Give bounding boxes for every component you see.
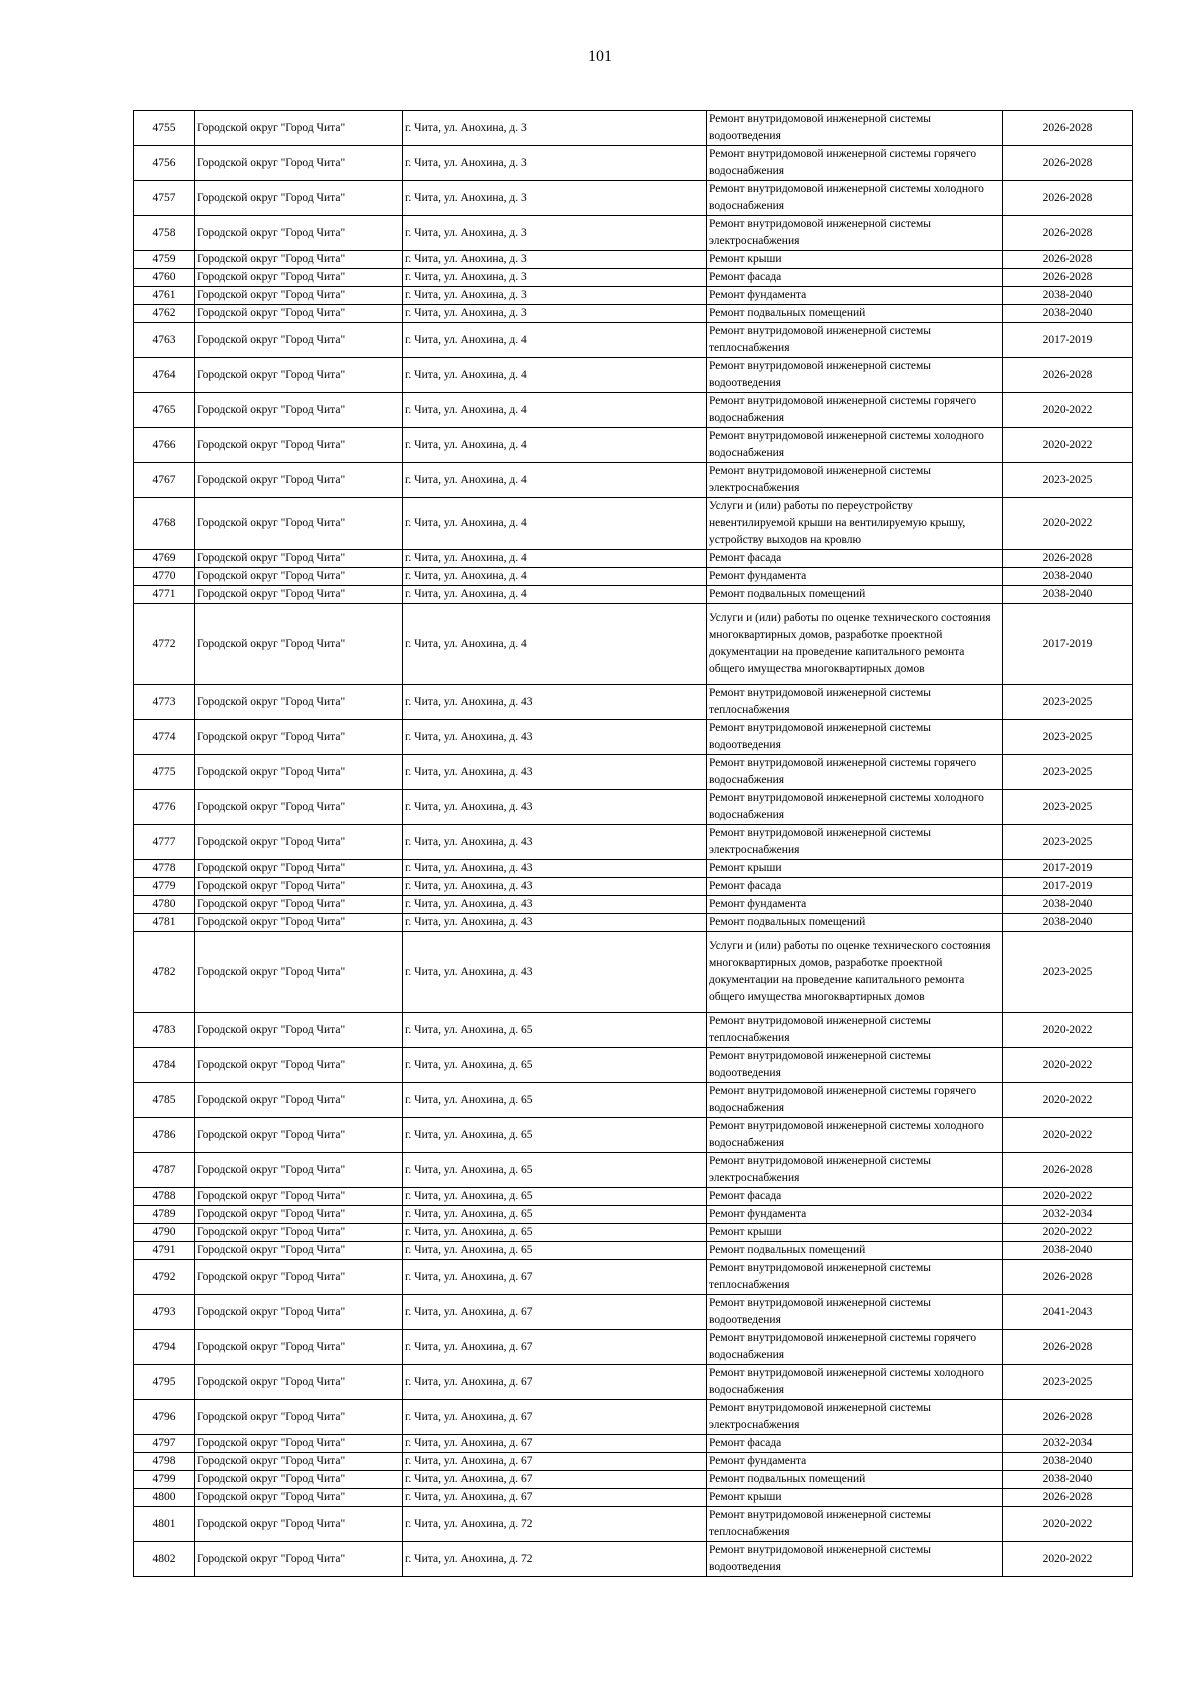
row-number: 4785 <box>134 1083 195 1118</box>
house-address: г. Чита, ул. Анохина, д. 3 <box>403 305 707 323</box>
table-row <box>134 358 1133 393</box>
row-number: 4796 <box>134 1400 195 1435</box>
work-type: Ремонт подвальных помещений <box>707 586 1003 604</box>
table-row <box>134 1330 1133 1365</box>
table-row <box>134 463 1133 498</box>
table-row <box>134 428 1133 463</box>
planned-period: 2023-2025 <box>1003 932 1133 1013</box>
house-address: г. Чита, ул. Анохина, д. 65 <box>403 1188 707 1206</box>
row-number: 4795 <box>134 1365 195 1400</box>
row-number: 4759 <box>134 251 195 269</box>
planned-period: 2020-2022 <box>1003 393 1133 428</box>
planned-period: 2017-2019 <box>1003 604 1133 685</box>
house-address: г. Чита, ул. Анохина, д. 43 <box>403 720 707 755</box>
house-address: г. Чита, ул. Анохина, д. 3 <box>403 111 707 146</box>
work-type: Ремонт крыши <box>707 860 1003 878</box>
municipal-district: Городской округ "Город Чита" <box>195 1507 403 1542</box>
planned-period: 2017-2019 <box>1003 323 1133 358</box>
municipal-district: Городской округ "Город Чита" <box>195 428 403 463</box>
work-type: Ремонт подвальных помещений <box>707 305 1003 323</box>
row-number: 4762 <box>134 305 195 323</box>
house-address: г. Чита, ул. Анохина, д. 3 <box>403 146 707 181</box>
house-address: г. Чита, ул. Анохина, д. 67 <box>403 1295 707 1330</box>
row-number: 4798 <box>134 1453 195 1471</box>
house-address: г. Чита, ул. Анохина, д. 67 <box>403 1330 707 1365</box>
planned-period: 2020-2022 <box>1003 1507 1133 1542</box>
work-type: Ремонт подвальных помещений <box>707 914 1003 932</box>
house-address: г. Чита, ул. Анохина, д. 65 <box>403 1083 707 1118</box>
house-address: г. Чита, ул. Анохина, д. 65 <box>403 1153 707 1188</box>
row-number: 4771 <box>134 586 195 604</box>
house-address: г. Чита, ул. Анохина, д. 3 <box>403 181 707 216</box>
municipal-district: Городской округ "Город Чита" <box>195 1013 403 1048</box>
planned-period: 2026-2028 <box>1003 1330 1133 1365</box>
table-row <box>134 1224 1133 1242</box>
table-row <box>134 1048 1133 1083</box>
municipal-district: Городской округ "Город Чита" <box>195 269 403 287</box>
municipal-district: Городской округ "Город Чита" <box>195 1330 403 1365</box>
planned-period: 2032-2034 <box>1003 1435 1133 1453</box>
house-address: г. Чита, ул. Анохина, д. 67 <box>403 1453 707 1471</box>
municipal-district: Городской округ "Город Чита" <box>195 305 403 323</box>
municipal-district: Городской округ "Город Чита" <box>195 1295 403 1330</box>
table-row <box>134 604 1133 685</box>
row-number: 4802 <box>134 1542 195 1577</box>
planned-period: 2023-2025 <box>1003 825 1133 860</box>
planned-period: 2020-2022 <box>1003 1542 1133 1577</box>
work-type: Ремонт фасада <box>707 1435 1003 1453</box>
municipal-district: Городской округ "Город Чита" <box>195 604 403 685</box>
row-number: 4797 <box>134 1435 195 1453</box>
table-row <box>134 1188 1133 1206</box>
planned-period: 2026-2028 <box>1003 1400 1133 1435</box>
planned-period: 2020-2022 <box>1003 428 1133 463</box>
table-row <box>134 685 1133 720</box>
planned-period: 2026-2028 <box>1003 216 1133 251</box>
work-type: Ремонт фасада <box>707 550 1003 568</box>
work-type: Ремонт внутридомовой инженерной системы водоотведения <box>707 720 1003 755</box>
table-row <box>134 287 1133 305</box>
planned-period: 2026-2028 <box>1003 181 1133 216</box>
table-row <box>134 896 1133 914</box>
house-address: г. Чита, ул. Анохина, д. 3 <box>403 216 707 251</box>
row-number: 4761 <box>134 287 195 305</box>
work-type: Ремонт внутридомовой инженерной системы горячего водоснабжения <box>707 393 1003 428</box>
work-type: Ремонт внутридомовой инженерной системы водоотведения <box>707 111 1003 146</box>
row-number: 4787 <box>134 1153 195 1188</box>
table-row <box>134 269 1133 287</box>
work-type: Ремонт внутридомовой инженерной системы горячего водоснабжения <box>707 1083 1003 1118</box>
work-type: Ремонт внутридомовой инженерной системы холодного водоснабжения <box>707 790 1003 825</box>
work-type: Ремонт фасада <box>707 878 1003 896</box>
planned-period: 2038-2040 <box>1003 1471 1133 1489</box>
work-type: Ремонт фундамента <box>707 287 1003 305</box>
municipal-district: Городской округ "Город Чита" <box>195 1242 403 1260</box>
table-row <box>134 1365 1133 1400</box>
house-address: г. Чита, ул. Анохина, д. 67 <box>403 1435 707 1453</box>
planned-period: 2026-2028 <box>1003 358 1133 393</box>
municipal-district: Городской округ "Город Чита" <box>195 550 403 568</box>
work-type: Ремонт внутридомовой инженерной системы электроснабжения <box>707 216 1003 251</box>
table-row <box>134 720 1133 755</box>
municipal-district: Городской округ "Город Чита" <box>195 914 403 932</box>
work-type: Ремонт внутридомовой инженерной системы водоотведения <box>707 358 1003 393</box>
house-address: г. Чита, ул. Анохина, д. 43 <box>403 878 707 896</box>
house-address: г. Чита, ул. Анохина, д. 67 <box>403 1400 707 1435</box>
planned-period: 2026-2028 <box>1003 111 1133 146</box>
work-type: Ремонт фундамента <box>707 896 1003 914</box>
municipal-district: Городской округ "Город Чита" <box>195 393 403 428</box>
work-type: Ремонт внутридомовой инженерной системы электроснабжения <box>707 1400 1003 1435</box>
row-number: 4786 <box>134 1118 195 1153</box>
work-type: Ремонт фундамента <box>707 1453 1003 1471</box>
table-row <box>134 146 1133 181</box>
municipal-district: Городской округ "Город Чита" <box>195 498 403 550</box>
table-row <box>134 1542 1133 1577</box>
table-row <box>134 393 1133 428</box>
municipal-district: Городской округ "Город Чита" <box>195 878 403 896</box>
row-number: 4769 <box>134 550 195 568</box>
municipal-district: Городской округ "Город Чита" <box>195 685 403 720</box>
house-address: г. Чита, ул. Анохина, д. 67 <box>403 1471 707 1489</box>
work-type: Ремонт крыши <box>707 1489 1003 1507</box>
house-address: г. Чита, ул. Анохина, д. 4 <box>403 550 707 568</box>
planned-period: 2038-2040 <box>1003 305 1133 323</box>
repair-schedule-table <box>133 110 1133 1577</box>
municipal-district: Городской округ "Город Чита" <box>195 181 403 216</box>
row-number: 4770 <box>134 568 195 586</box>
row-number: 4778 <box>134 860 195 878</box>
row-number: 4780 <box>134 896 195 914</box>
planned-period: 2020-2022 <box>1003 1048 1133 1083</box>
planned-period: 2038-2040 <box>1003 586 1133 604</box>
planned-period: 2038-2040 <box>1003 1242 1133 1260</box>
work-type: Ремонт внутридомовой инженерной системы водоотведения <box>707 1295 1003 1330</box>
work-type: Ремонт внутридомовой инженерной системы электроснабжения <box>707 825 1003 860</box>
row-number: 4790 <box>134 1224 195 1242</box>
work-type: Ремонт внутридомовой инженерной системы горячего водоснабжения <box>707 755 1003 790</box>
house-address: г. Чита, ул. Анохина, д. 65 <box>403 1206 707 1224</box>
planned-period: 2023-2025 <box>1003 1365 1133 1400</box>
planned-period: 2038-2040 <box>1003 1453 1133 1471</box>
table-row <box>134 1260 1133 1295</box>
row-number: 4792 <box>134 1260 195 1295</box>
house-address: г. Чита, ул. Анохина, д. 4 <box>403 323 707 358</box>
work-type: Услуги и (или) работы по оценке технического состояния многоквартирных домов, разработке проектной документации на проведение капитального ремонта общего имущества многоквартирных домов <box>707 604 1003 685</box>
municipal-district: Городской округ "Город Чита" <box>195 790 403 825</box>
house-address: г. Чита, ул. Анохина, д. 4 <box>403 586 707 604</box>
row-number: 4766 <box>134 428 195 463</box>
house-address: г. Чита, ул. Анохина, д. 65 <box>403 1242 707 1260</box>
table-row <box>134 1453 1133 1471</box>
municipal-district: Городской округ "Город Чита" <box>195 825 403 860</box>
row-number: 4765 <box>134 393 195 428</box>
municipal-district: Городской округ "Город Чита" <box>195 1542 403 1577</box>
row-number: 4768 <box>134 498 195 550</box>
table-row <box>134 181 1133 216</box>
work-type: Ремонт подвальных помещений <box>707 1471 1003 1489</box>
work-type: Ремонт внутридомовой инженерной системы горячего водоснабжения <box>707 1330 1003 1365</box>
work-type: Ремонт фундамента <box>707 568 1003 586</box>
table-row <box>134 1295 1133 1330</box>
table-row <box>134 878 1133 896</box>
table-row <box>134 1118 1133 1153</box>
house-address: г. Чита, ул. Анохина, д. 72 <box>403 1542 707 1577</box>
work-type: Ремонт фундамента <box>707 1206 1003 1224</box>
table-row <box>134 825 1133 860</box>
planned-period: 2023-2025 <box>1003 463 1133 498</box>
row-number: 4801 <box>134 1507 195 1542</box>
work-type: Ремонт подвальных помещений <box>707 1242 1003 1260</box>
municipal-district: Городской округ "Город Чита" <box>195 568 403 586</box>
work-type: Ремонт фасада <box>707 269 1003 287</box>
municipal-district: Городской округ "Город Чита" <box>195 720 403 755</box>
municipal-district: Городской округ "Город Чита" <box>195 896 403 914</box>
house-address: г. Чита, ул. Анохина, д. 65 <box>403 1118 707 1153</box>
planned-period: 2020-2022 <box>1003 1013 1133 1048</box>
planned-period: 2020-2022 <box>1003 1118 1133 1153</box>
table-row <box>134 1489 1133 1507</box>
municipal-district: Городской округ "Город Чита" <box>195 216 403 251</box>
house-address: г. Чита, ул. Анохина, д. 67 <box>403 1365 707 1400</box>
municipal-district: Городской округ "Город Чита" <box>195 111 403 146</box>
table-row <box>134 1471 1133 1489</box>
house-address: г. Чита, ул. Анохина, д. 72 <box>403 1507 707 1542</box>
table-row <box>134 1013 1133 1048</box>
planned-period: 2023-2025 <box>1003 685 1133 720</box>
municipal-district: Городской округ "Город Чита" <box>195 287 403 305</box>
planned-period: 2026-2028 <box>1003 269 1133 287</box>
municipal-district: Городской округ "Город Чита" <box>195 1083 403 1118</box>
row-number: 4781 <box>134 914 195 932</box>
house-address: г. Чита, ул. Анохина, д. 43 <box>403 860 707 878</box>
planned-period: 2041-2043 <box>1003 1295 1133 1330</box>
municipal-district: Городской округ "Город Чита" <box>195 1365 403 1400</box>
planned-period: 2026-2028 <box>1003 1260 1133 1295</box>
planned-period: 2026-2028 <box>1003 550 1133 568</box>
house-address: г. Чита, ул. Анохина, д. 4 <box>403 463 707 498</box>
planned-period: 2020-2022 <box>1003 1188 1133 1206</box>
row-number: 4793 <box>134 1295 195 1330</box>
planned-period: 2017-2019 <box>1003 860 1133 878</box>
house-address: г. Чита, ул. Анохина, д. 43 <box>403 914 707 932</box>
work-type: Ремонт внутридомовой инженерной системы электроснабжения <box>707 463 1003 498</box>
municipal-district: Городской округ "Город Чита" <box>195 1048 403 1083</box>
row-number: 4775 <box>134 755 195 790</box>
house-address: г. Чита, ул. Анохина, д. 43 <box>403 685 707 720</box>
row-number: 4755 <box>134 111 195 146</box>
table-row <box>134 1206 1133 1224</box>
table-row <box>134 860 1133 878</box>
table-row <box>134 1153 1133 1188</box>
house-address: г. Чита, ул. Анохина, д. 67 <box>403 1260 707 1295</box>
work-type: Ремонт внутридомовой инженерной системы холодного водоснабжения <box>707 1365 1003 1400</box>
house-address: г. Чита, ул. Анохина, д. 4 <box>403 393 707 428</box>
row-number: 4757 <box>134 181 195 216</box>
house-address: г. Чита, ул. Анохина, д. 3 <box>403 251 707 269</box>
house-address: г. Чита, ул. Анохина, д. 43 <box>403 932 707 1013</box>
house-address: г. Чита, ул. Анохина, д. 4 <box>403 358 707 393</box>
work-type: Ремонт внутридомовой инженерной системы водоотведения <box>707 1542 1003 1577</box>
row-number: 4794 <box>134 1330 195 1365</box>
table-row <box>134 111 1133 146</box>
planned-period: 2023-2025 <box>1003 720 1133 755</box>
page-number: 101 <box>588 48 612 65</box>
municipal-district: Городской округ "Город Чита" <box>195 1400 403 1435</box>
house-address: г. Чита, ул. Анохина, д. 3 <box>403 269 707 287</box>
row-number: 4773 <box>134 685 195 720</box>
work-type: Ремонт крыши <box>707 1224 1003 1242</box>
work-type: Ремонт внутридомовой инженерной системы теплоснабжения <box>707 1507 1003 1542</box>
row-number: 4799 <box>134 1471 195 1489</box>
row-number: 4779 <box>134 878 195 896</box>
municipal-district: Городской округ "Город Чита" <box>195 860 403 878</box>
row-number: 4760 <box>134 269 195 287</box>
row-number: 4791 <box>134 1242 195 1260</box>
municipal-district: Городской округ "Город Чита" <box>195 1453 403 1471</box>
work-type: Ремонт внутридомовой инженерной системы электроснабжения <box>707 1153 1003 1188</box>
municipal-district: Городской округ "Город Чита" <box>195 146 403 181</box>
work-type: Ремонт внутридомовой инженерной системы горячего водоснабжения <box>707 146 1003 181</box>
municipal-district: Городской округ "Город Чита" <box>195 1188 403 1206</box>
table-row <box>134 1242 1133 1260</box>
row-number: 4777 <box>134 825 195 860</box>
row-number: 4763 <box>134 323 195 358</box>
house-address: г. Чита, ул. Анохина, д. 4 <box>403 604 707 685</box>
row-number: 4772 <box>134 604 195 685</box>
planned-period: 2026-2028 <box>1003 1153 1133 1188</box>
planned-period: 2017-2019 <box>1003 878 1133 896</box>
planned-period: 2038-2040 <box>1003 568 1133 586</box>
planned-period: 2026-2028 <box>1003 251 1133 269</box>
planned-period: 2038-2040 <box>1003 914 1133 932</box>
row-number: 4774 <box>134 720 195 755</box>
work-type: Ремонт фасада <box>707 1188 1003 1206</box>
row-number: 4789 <box>134 1206 195 1224</box>
house-address: г. Чита, ул. Анохина, д. 65 <box>403 1048 707 1083</box>
table-row <box>134 323 1133 358</box>
planned-period: 2023-2025 <box>1003 790 1133 825</box>
municipal-district: Городской округ "Город Чита" <box>195 586 403 604</box>
work-type: Услуги и (или) работы по оценке технического состояния многоквартирных домов, разработке проектной документации на проведение капитального ремонта общего имущества многоквартирных домов <box>707 932 1003 1013</box>
planned-period: 2026-2028 <box>1003 1489 1133 1507</box>
municipal-district: Городской округ "Город Чита" <box>195 1206 403 1224</box>
table-row <box>134 1507 1133 1542</box>
planned-period: 2026-2028 <box>1003 146 1133 181</box>
work-type: Ремонт внутридомовой инженерной системы теплоснабжения <box>707 323 1003 358</box>
work-type: Ремонт внутридомовой инженерной системы теплоснабжения <box>707 1260 1003 1295</box>
row-number: 4776 <box>134 790 195 825</box>
work-type: Ремонт внутридомовой инженерной системы водоотведения <box>707 1048 1003 1083</box>
municipal-district: Городской округ "Город Чита" <box>195 932 403 1013</box>
municipal-district: Городской округ "Город Чита" <box>195 1153 403 1188</box>
municipal-district: Городской округ "Город Чита" <box>195 1260 403 1295</box>
table-row <box>134 568 1133 586</box>
house-address: г. Чита, ул. Анохина, д. 43 <box>403 755 707 790</box>
table-row <box>134 932 1133 1013</box>
row-number: 4756 <box>134 146 195 181</box>
house-address: г. Чита, ул. Анохина, д. 67 <box>403 1489 707 1507</box>
work-type: Ремонт крыши <box>707 251 1003 269</box>
row-number: 4767 <box>134 463 195 498</box>
table-row <box>134 1400 1133 1435</box>
table-row <box>134 914 1133 932</box>
work-type: Ремонт внутридомовой инженерной системы холодного водоснабжения <box>707 181 1003 216</box>
house-address: г. Чита, ул. Анохина, д. 43 <box>403 790 707 825</box>
house-address: г. Чита, ул. Анохина, д. 43 <box>403 896 707 914</box>
municipal-district: Городской округ "Город Чита" <box>195 323 403 358</box>
municipal-district: Городской округ "Город Чита" <box>195 251 403 269</box>
planned-period: 2023-2025 <box>1003 755 1133 790</box>
house-address: г. Чита, ул. Анохина, д. 43 <box>403 825 707 860</box>
table-body <box>134 111 1133 1577</box>
work-type: Ремонт внутридомовой инженерной системы холодного водоснабжения <box>707 1118 1003 1153</box>
work-type: Ремонт внутридомовой инженерной системы теплоснабжения <box>707 1013 1003 1048</box>
table-row <box>134 1083 1133 1118</box>
work-type: Ремонт внутридомовой инженерной системы теплоснабжения <box>707 685 1003 720</box>
table-row <box>134 498 1133 550</box>
work-type: Ремонт внутридомовой инженерной системы холодного водоснабжения <box>707 428 1003 463</box>
row-number: 4782 <box>134 932 195 1013</box>
house-address: г. Чита, ул. Анохина, д. 4 <box>403 498 707 550</box>
table-row <box>134 216 1133 251</box>
planned-period: 2032-2034 <box>1003 1206 1133 1224</box>
work-type: Услуги и (или) работы по переустройству невентилируемой крыши на вентилируемую крышу, устройству выходов на кровлю <box>707 498 1003 550</box>
row-number: 4764 <box>134 358 195 393</box>
planned-period: 2020-2022 <box>1003 1224 1133 1242</box>
table-row <box>134 550 1133 568</box>
table-row <box>134 1435 1133 1453</box>
planned-period: 2020-2022 <box>1003 1083 1133 1118</box>
table-row <box>134 305 1133 323</box>
row-number: 4758 <box>134 216 195 251</box>
row-number: 4783 <box>134 1013 195 1048</box>
municipal-district: Городской округ "Город Чита" <box>195 1224 403 1242</box>
row-number: 4800 <box>134 1489 195 1507</box>
municipal-district: Городской округ "Город Чита" <box>195 463 403 498</box>
house-address: г. Чита, ул. Анохина, д. 4 <box>403 568 707 586</box>
table-row <box>134 251 1133 269</box>
table-row <box>134 790 1133 825</box>
municipal-district: Городской округ "Город Чита" <box>195 358 403 393</box>
house-address: г. Чита, ул. Анохина, д. 3 <box>403 287 707 305</box>
row-number: 4788 <box>134 1188 195 1206</box>
municipal-district: Городской округ "Город Чита" <box>195 1435 403 1453</box>
table-row <box>134 755 1133 790</box>
table-row <box>134 586 1133 604</box>
house-address: г. Чита, ул. Анохина, д. 65 <box>403 1013 707 1048</box>
row-number: 4784 <box>134 1048 195 1083</box>
house-address: г. Чита, ул. Анохина, д. 65 <box>403 1224 707 1242</box>
municipal-district: Городской округ "Город Чита" <box>195 1489 403 1507</box>
municipal-district: Городской округ "Город Чита" <box>195 1118 403 1153</box>
municipal-district: Городской округ "Город Чита" <box>195 755 403 790</box>
house-address: г. Чита, ул. Анохина, д. 4 <box>403 428 707 463</box>
planned-period: 2038-2040 <box>1003 287 1133 305</box>
planned-period: 2020-2022 <box>1003 498 1133 550</box>
planned-period: 2038-2040 <box>1003 896 1133 914</box>
municipal-district: Городской округ "Город Чита" <box>195 1471 403 1489</box>
